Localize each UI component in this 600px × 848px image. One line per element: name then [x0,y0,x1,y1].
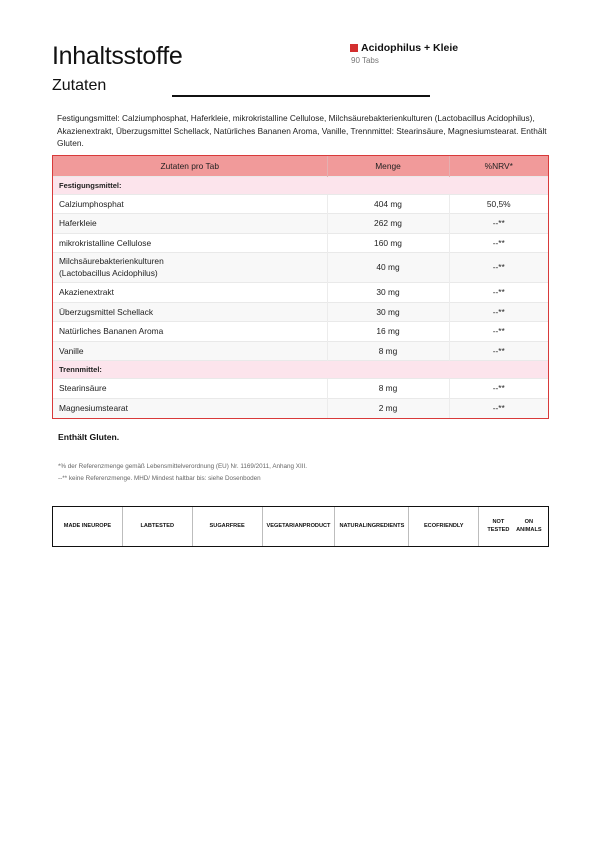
badge-line: PRODUCT [302,522,331,529]
product-name-text: Acidophilus + Kleie [361,42,459,54]
section-row [53,176,548,194]
ingredient-nrv: --** [449,398,548,418]
ingredient-amount: 2 mg [327,398,449,418]
ingredient-name: Stearinsäure [53,379,327,399]
badge-line: INGREDIENTS [366,522,405,529]
ingredient-nrv: --** [449,283,548,303]
table-row [53,233,548,253]
ingredient-amount: 8 mg [327,379,449,399]
badge-made-in-europe [53,507,123,546]
header-ingredient: Zutaten pro Tab [53,156,327,176]
badge-line: TESTED [151,522,175,529]
ingredient-nrv: --** [449,341,548,361]
ingredient-amount: 8 mg [327,341,449,361]
table-row [53,214,548,234]
section-title: Trennmittel: [53,361,548,379]
badge-line: ECO [423,522,437,529]
badge-lab-tested [123,507,193,546]
ingredient-name: mikrokristalline Cellulose [53,233,327,253]
ingredient-nrv: --** [449,214,548,234]
ingredients-table [52,155,549,419]
table-header-row [53,156,548,176]
ingredient-name: Vanille [53,341,327,361]
footnote-nrv: *% der Referenzmenge gemäß Lebensmittelverordnung (EU) Nr. 1169/2011, Anhang XIII. [58,463,307,470]
ingredient-name [53,253,327,283]
ingredient-amount: 262 mg [327,214,449,234]
product-quantity: 90 Tabs [351,56,379,65]
table-row [53,283,548,303]
badge-sugar-free [193,507,263,546]
table-row [53,341,548,361]
ingredient-name: Haferkleie [53,214,327,234]
product-info [350,42,458,65]
badge-vegetarian [263,507,336,546]
ingredient-amount: 404 mg [327,194,449,214]
ingredient-nrv: --** [449,379,548,399]
ingredient-name: Natürliches Bananen Aroma [53,322,327,342]
ingredient-name: Überzugsmittel Schellack [53,302,327,322]
product-badges [52,506,549,547]
ingredient-amount: 40 mg [327,253,449,283]
header-amount: Menge [327,156,449,176]
page-title: Inhaltsstoffe [52,42,183,70]
badge-line: FREE [229,522,245,529]
section-row [53,361,548,379]
table-row [53,398,548,418]
gluten-note: Enthält Gluten. [58,432,120,442]
ingredient-nrv: --** [449,233,548,253]
table-row [53,379,548,399]
footnote-reference: --** keine Referenzmenge. MHD/ Mindest haltbar bis: siehe Dosenboden [58,474,261,482]
header-nrv: %NRV* [449,156,548,176]
ingredient-amount: 160 mg [327,233,449,253]
badge-natural-ingredients [335,507,409,546]
ingredient-nrv: --** [449,253,548,283]
page-subtitle: Zutaten [52,77,107,94]
ingredient-name: Calziumphosphat [53,194,327,214]
ingredient-nrv: --** [449,322,548,342]
badge-eco-friendly [409,507,479,546]
ingredients-paragraph: Festigungsmittel: Calziumphosphat, Haferkleie, mikrokristalline Cellulose, Milchsäurebakterienkulturen (Lactobacillus Acidophilus), Akazienextrakt, Überzugsmittel Schellack, Natürliches Bananen Aroma, Vanille, Trennmittel: Stearinsäure, Magnesiumstearat. Enthält Gluten. [57,113,547,148]
badge-line: SUGAR [209,522,230,529]
red-square-icon [350,44,358,52]
ingredient-amount: 30 mg [327,283,449,303]
ingredient-name-line1: Milchsäurebakterienkulturen [59,256,164,266]
badge-line: FRIENDLY [436,522,464,529]
ingredient-amount: 16 mg [327,322,449,342]
badge-line: ON ANIMALS [516,519,542,533]
ingredient-nrv: --** [449,302,548,322]
badge-line: LAB [140,522,152,529]
table-row [53,194,548,214]
badge-line: NOT TESTED [487,519,510,533]
badge-line: MADE IN [63,522,88,529]
ingredient-nrv: 50,5% [449,194,548,214]
table-row [53,322,548,342]
badge-line: EUROPE [87,522,112,529]
badge-line: NATURAL [339,522,367,529]
badge-line: VEGETARIAN [266,522,303,529]
ingredient-name-line2: (Lactobacillus Acidophilus) [59,267,158,278]
title-divider [172,95,430,97]
page-header [52,42,182,95]
product-name [350,42,458,54]
ingredient-name: Magnesiumstearat [53,398,327,418]
ingredient-name: Akazienextrakt [53,283,327,303]
badge-not-tested-on-animals [479,507,548,546]
footnotes [58,461,307,484]
table-row [53,253,548,283]
table-row [53,302,548,322]
ingredient-amount: 30 mg [327,302,449,322]
section-title: Festigungsmittel: [53,176,548,194]
